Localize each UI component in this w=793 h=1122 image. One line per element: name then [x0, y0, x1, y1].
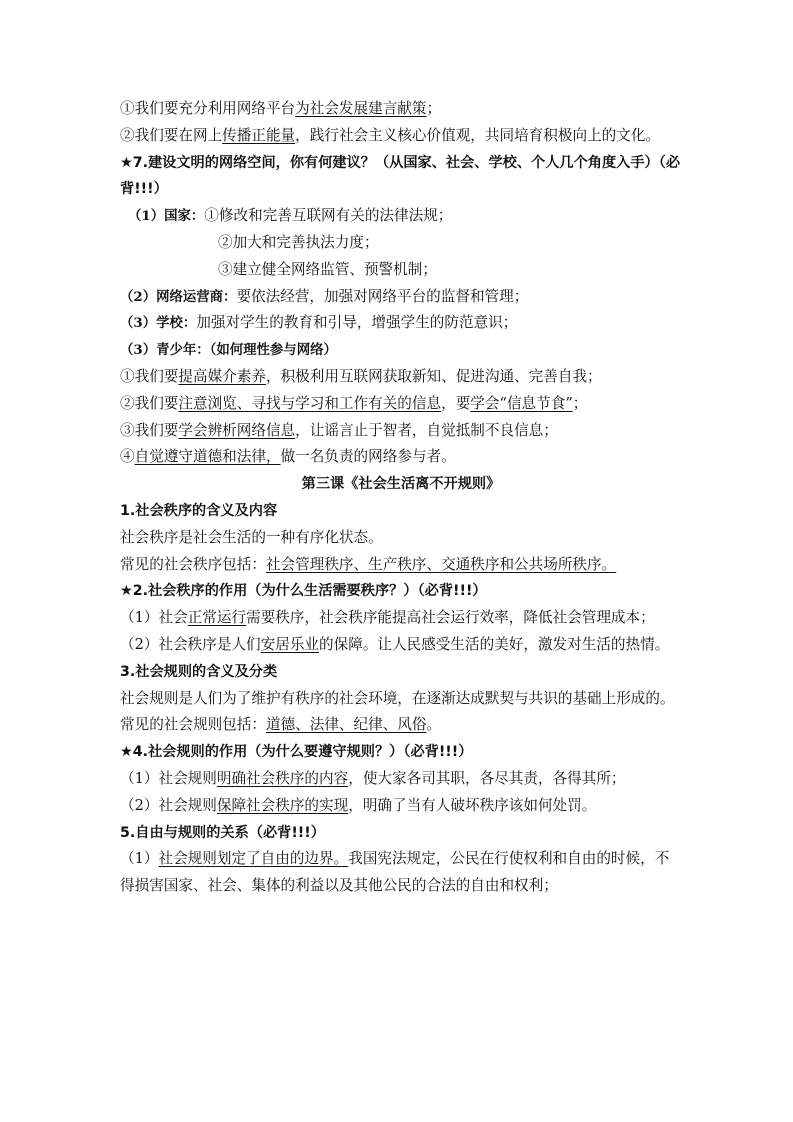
- text-line: ③我们要学会辨析网络信息，让谣言止于智者，自觉抵制不良信息；: [120, 421, 558, 439]
- lesson-title: 第三课《社会生活离不开规则》: [301, 476, 501, 493]
- document-page: [120, 96, 682, 900]
- text-line: ①我们要充分利用网络平台为社会发展建言献策；: [120, 100, 442, 117]
- section-heading: ★2.社会秩序的作用（为什么生活需要秩序？）（必背!!!）: [120, 583, 487, 600]
- text-line: ①我们要提高媒介素养，积极利用互联网获取新知、促进沟通、完善自我；: [120, 367, 602, 385]
- text-line: （1）社会规则明确社会秩序的内容，使大家各司其职，各尽其责，各得其所；: [120, 769, 626, 787]
- text-line: （1）国家：①修改和完善互联网有关的法律法规；: [128, 207, 453, 225]
- text-line: （2）社会秩序是人们安居乐业的保障。让人民感受生活的美好，激发对生活的热情。: [120, 635, 670, 653]
- text-line: （2）社会规则保障社会秩序的实现，明确了当有人破坏秩序该如何处罚。: [120, 796, 597, 814]
- text-line: （3）学校：加强对学生的教育和引导，增强学生的防范意识；: [120, 314, 518, 332]
- text-line: （3）青少年：（如何理性参与网络）: [120, 342, 337, 359]
- section-heading: 3.社会规则的含义及分类: [120, 663, 278, 680]
- text-line: ②我们要注意浏览、寻找与学习和工作有关的信息，要学会“信息节食”；: [120, 394, 588, 412]
- text-line: ③建立健全网络监管、预警机制；: [218, 260, 437, 278]
- text-line: 常见的社会规则包括：道德、法律、纪律、风俗。: [120, 716, 442, 734]
- text-line: 常见的社会秩序包括：社会管理秩序、生产秩序、交通秩序和公共场所秩序。: [120, 555, 617, 573]
- text-line: ②加大和完善执法力度；: [218, 233, 379, 251]
- text-line: ②我们要在网上传播正能量，践行社会主义核心价值观，共同培育积极向上的文化。: [120, 126, 661, 144]
- text-line: 社会规则是人们为了维护有秩序的社会环境，在逐渐达成默契与共识的基础上形成的。: [120, 689, 675, 707]
- text-line: （1）社会正常运行需要秩序，社会秩序能提高社会运行效率，降低社会管理成本；: [120, 609, 655, 627]
- text-line: ④自觉遵守道德和法律，做一名负责的网络参与者。: [120, 448, 456, 466]
- section-heading: ★4.社会规则的作用（为什么要遵守规则？）（必背!!!）: [120, 744, 473, 761]
- section-heading: 1.社会秩序的含义及内容: [120, 502, 278, 519]
- section-heading: ★7.建设文明的网络空间，你有何建议？（从国家、社会、学校、个人几个角度入手）（必背!!!）: [120, 154, 681, 198]
- section-heading: 5.自由与规则的关系（必背!!!）: [120, 824, 325, 841]
- text-line: （1）社会规则划定了自由的边界。我国宪法规定，公民在行使权利和自由的时候，不得损害国家、社会、集体的利益以及其他公民的合法的自由和权利；: [120, 850, 670, 895]
- text-line: （2）网络运营商：要依法经营，加强对网络平台的监督和管理；: [120, 287, 529, 305]
- text-line: 社会秩序是社会生活的一种有序化状态。: [120, 528, 383, 546]
